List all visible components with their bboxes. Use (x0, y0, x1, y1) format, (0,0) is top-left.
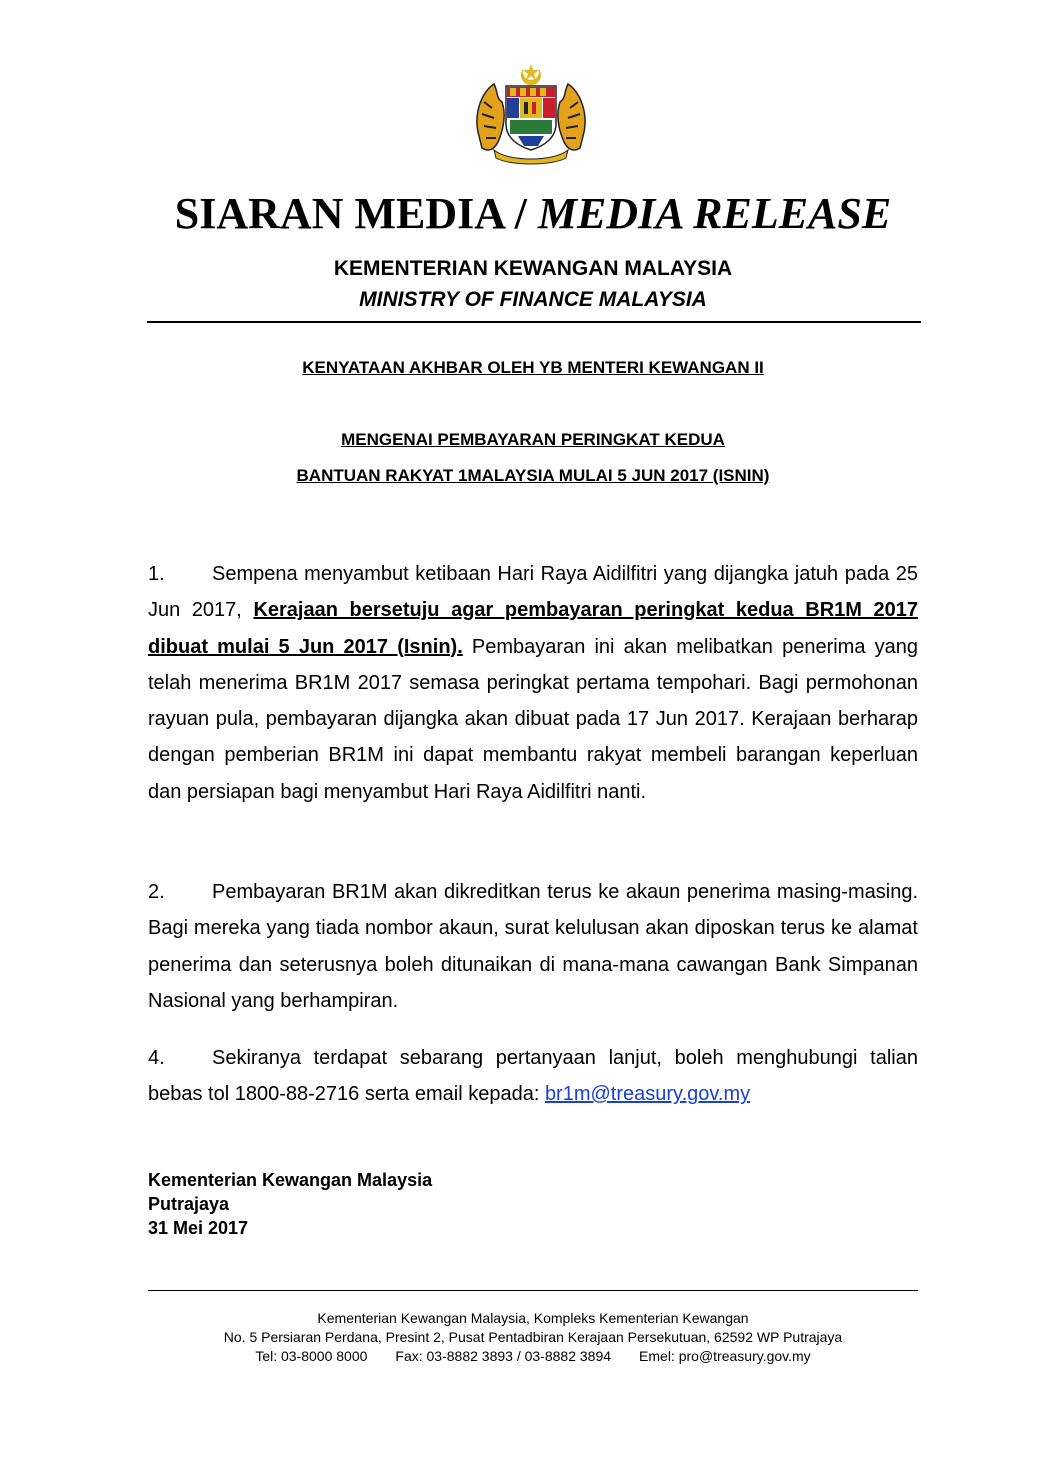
paragraph-number: 4. (148, 1047, 165, 1069)
paragraph-text: Sempena menyambut ketibaan Hari Raya Aidilfitri yang dijangka jatuh pada 25 Jun 2017, (148, 563, 918, 622)
paragraph-number: 2. (148, 881, 165, 903)
paragraph-text: Pembayaran ini akan melibatkan penerima yang telah menerima BR1M 2017 semasa peringkat pertama tempohari. Bagi permohonan rayuan pula, pembayaran dijangka akan dibuat pada 17 Jun 2017. Kerajaan berharap dengan pemberian BR1M ini dapat membantu rakyat membeli barangan keperluan dan persiapan bagi menyambut Hari Raya Aidilfitri nanti. (148, 635, 918, 803)
subject-heading-line2: BANTUAN RAKYAT 1MALAYSIA MULAI 5 JUN 2017 (ISNIN) (296, 466, 770, 485)
paragraph-4 (148, 1040, 918, 1113)
footer-email: Emel: pro@treasury.gov.my (639, 1348, 811, 1364)
ministry-name-english: MINISTRY OF FINANCE MALAYSIA (359, 288, 707, 311)
footer-fax: Fax: 03-8882 3893 / 03-8882 3894 (395, 1348, 612, 1364)
paragraph-emphasis: Kerajaan bersetuju agar pembayaran peringkat kedua BR1M 2017 dibuat mulai 5 Jun 2017 (Isnin). (148, 599, 918, 658)
subject-heading-line1: MENGENAI PEMBAYARAN PERINGKAT KEDUA (341, 430, 725, 449)
title-malay: SIARAN MEDIA / (174, 189, 527, 238)
document-title (0, 186, 1046, 242)
footer-tel: Tel: 03-8000 8000 (255, 1348, 368, 1364)
footer (0, 1309, 1046, 1366)
paragraph-2 (148, 874, 918, 1019)
signature-place: Putrajaya (148, 1194, 230, 1214)
paragraph-text: Sekiranya terdapat sebarang pertanyaan lanjut, boleh menghubungi talian bebas tol 1800-88-2716 serta email kepada: (148, 1047, 918, 1106)
footer-divider (148, 1290, 918, 1291)
signature-block (148, 1168, 432, 1240)
coat-of-arms-icon (468, 62, 594, 166)
footer-line1: Kementerian Kewangan Malaysia, Kompleks Kementerian Kewangan (317, 1310, 749, 1326)
footer-line2: No. 5 Persiaran Perdana, Presint 2, Pusat Pentadbiran Kerajaan Persekutuan, 62592 WP Putrajaya (223, 1329, 843, 1345)
signature-org: Kementerian Kewangan Malaysia (148, 1170, 433, 1190)
paragraph-text: Pembayaran BR1M akan dikreditkan terus ke akaun penerima masing-masing. Bagi mereka yang tiada nombor akaun, surat kelulusan akan diposkan terus ke alamat penerima dan seterusnya boleh ditunaikan di mana-mana cawangan Bank Simpanan Nasional yang berhampiran. (148, 881, 918, 1012)
footer-contacts (0, 1347, 1046, 1366)
statement-heading: KENYATAAN AKHBAR OLEH YB MENTERI KEWANGAN II (302, 358, 764, 377)
paragraph-number: 1. (148, 563, 165, 585)
ministry-name-malay: KEMENTERIAN KEWANGAN MALAYSIA (333, 257, 733, 280)
title-english: MEDIA RELEASE (537, 189, 892, 238)
paragraph-1 (148, 556, 918, 810)
email-link[interactable]: br1m@treasury.gov.my (544, 1083, 751, 1106)
header-divider (147, 321, 921, 323)
signature-date: 31 Mei 2017 (148, 1218, 249, 1238)
